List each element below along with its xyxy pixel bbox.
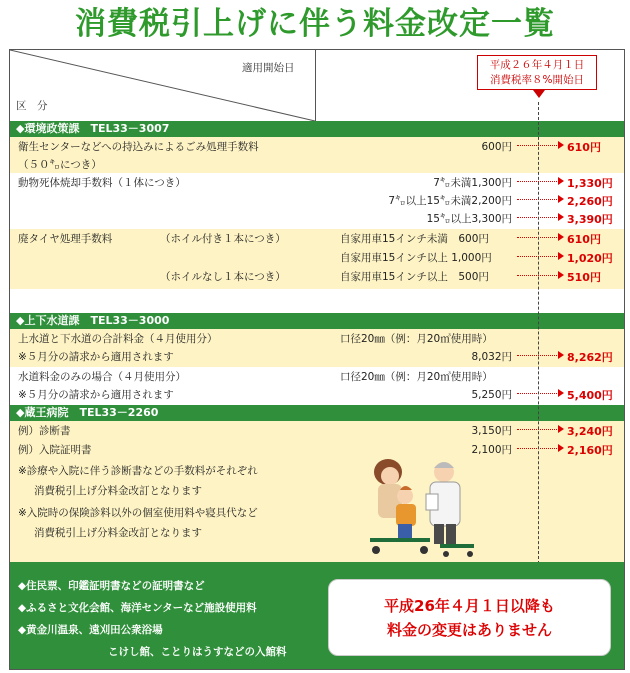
new-price: 3,390円 xyxy=(567,213,613,226)
row-note: 消費税引上げ分料金改訂となります xyxy=(34,527,202,539)
new-price: 2,160円 xyxy=(567,444,613,457)
arrow-right-icon xyxy=(558,177,564,185)
old-price: 自家用車15インチ未満 600円 xyxy=(340,233,489,245)
row-note: ※５月分の請求から適用されます xyxy=(18,351,174,363)
section-label: ◆蔵王病院 TEL33－2260 xyxy=(16,406,159,419)
category-header-label: 区 分 xyxy=(16,100,48,112)
no-change-notice xyxy=(328,579,611,656)
old-price: 600円 xyxy=(481,141,512,153)
row-label: 水道料金のみの場合（４月使用分） xyxy=(18,371,186,383)
arrow-right-icon xyxy=(558,213,564,221)
row-note: ※入院時の保険診料以外の個室使用料や寝具代など xyxy=(18,507,258,519)
arrow-right-icon xyxy=(558,425,564,433)
new-price: 1,330円 xyxy=(567,177,613,190)
arrow-dots xyxy=(517,393,557,394)
row-condition: 口径20㎜（例：月20㎥使用時） xyxy=(340,371,493,383)
table-row xyxy=(10,173,624,229)
new-price: 2,260円 xyxy=(567,195,613,208)
table-row xyxy=(10,137,624,173)
old-price: 自家用車15インチ以上 1,000円 xyxy=(340,252,492,264)
section-label: ◆環境政策課 TEL33－3007 xyxy=(16,122,170,135)
table-row xyxy=(10,329,624,367)
row-condition: 口径20㎜（例：月20㎥使用時） xyxy=(340,333,493,345)
arrow-right-icon xyxy=(558,271,564,279)
new-price: 1,020円 xyxy=(567,252,613,265)
arrow-dots xyxy=(517,145,557,146)
start-date-dashed-line xyxy=(538,102,539,579)
unchanged-item: こけし館、ことりはうすなどの入館料 xyxy=(108,646,287,658)
new-price: 5,400円 xyxy=(567,389,613,402)
fee-table xyxy=(9,49,625,670)
unchanged-item: ◆ふるさと文化会館、海洋センターなど施設使用料 xyxy=(18,602,257,614)
old-price: 15㌔以上3,300円 xyxy=(426,213,512,225)
arrow-right-icon xyxy=(558,444,564,452)
doctor-patient-illustration xyxy=(360,450,480,558)
row-sublabel: （ホイル付き１本につき） xyxy=(160,233,286,245)
old-price: 5,250円 xyxy=(471,389,512,401)
arrow-dots xyxy=(517,448,557,449)
date-header-label: 適用開始日 xyxy=(242,62,295,74)
header-divider xyxy=(315,50,316,121)
row-note: ※診療や入院に伴う診断書などの手数料がそれぞれ xyxy=(18,465,258,477)
section-gesui xyxy=(10,313,624,329)
notice-line: 平成26年４月１日以降も xyxy=(384,597,555,615)
row-label: 例）診断書 xyxy=(18,425,71,437)
old-price: 8,032円 xyxy=(471,351,512,363)
start-date-callout xyxy=(477,55,597,90)
page-title: 消費税引上げに伴う料金改定一覧 xyxy=(75,6,555,42)
callout-date: 平成２６年４月１日 xyxy=(489,59,585,71)
unchanged-item: ◆黄金川温泉、遠刈田公衆浴場 xyxy=(18,624,163,636)
unchanged-fees-block xyxy=(10,562,624,669)
table-row xyxy=(10,367,624,405)
section-label: ◆上下水道課 TEL33－3000 xyxy=(16,314,170,327)
old-price: 7㌔以上15㌔未満2,200円 xyxy=(388,195,512,207)
row-note: 消費税引上げ分料金改訂となります xyxy=(34,485,202,497)
arrow-right-icon xyxy=(558,141,564,149)
callout-tax: 消費税率８%開始日 xyxy=(490,74,584,86)
row-label: 上水道と下水道の合計料金（４月使用分） xyxy=(18,333,218,345)
arrow-right-icon xyxy=(558,389,564,397)
arrow-dots xyxy=(517,256,557,257)
new-price: 610円 xyxy=(567,233,601,246)
row-label: 動物死体焼却手数料（１体につき） xyxy=(18,177,186,189)
arrow-right-icon xyxy=(558,252,564,260)
row-note: ※５月分の請求から適用されます xyxy=(18,389,174,401)
arrow-right-icon xyxy=(558,195,564,203)
arrow-dots xyxy=(517,429,557,430)
table-row-spacer xyxy=(10,289,624,313)
arrow-dots xyxy=(517,217,557,218)
arrow-dots xyxy=(517,181,557,182)
table-row xyxy=(10,421,624,562)
section-zao xyxy=(10,405,624,421)
new-price: 8,262円 xyxy=(567,351,613,364)
old-price: 3,150円 xyxy=(471,425,512,437)
new-price: 610円 xyxy=(567,141,601,154)
row-label: 廃タイヤ処理手数料 xyxy=(18,233,113,245)
row-sublabel: （５０㌔につき） xyxy=(18,159,102,171)
old-price: 自家用車15インチ以上 500円 xyxy=(340,271,489,283)
old-price: 2,100円 xyxy=(471,444,512,456)
callout-arrow-icon xyxy=(533,90,545,98)
arrow-dots xyxy=(517,275,557,276)
row-label: 衛生センターなどへの持込みによるごみ処理手数料 xyxy=(18,141,259,153)
unchanged-item: ◆住民票、印鑑証明書などの証明書など xyxy=(18,580,205,592)
arrow-dots xyxy=(517,355,557,356)
arrow-right-icon xyxy=(558,351,564,359)
row-sublabel: （ホイルなし１本につき） xyxy=(160,271,286,283)
old-price: 7㌔未満1,300円 xyxy=(433,177,512,189)
arrow-right-icon xyxy=(558,233,564,241)
table-row xyxy=(10,229,624,289)
notice-line: 料金の変更はありません xyxy=(386,621,552,639)
row-label: 例）入院証明書 xyxy=(18,444,92,456)
arrow-dots xyxy=(517,237,557,238)
new-price: 510円 xyxy=(567,271,601,284)
arrow-dots xyxy=(517,199,557,200)
section-kankyo xyxy=(10,121,624,137)
new-price: 3,240円 xyxy=(567,425,613,438)
